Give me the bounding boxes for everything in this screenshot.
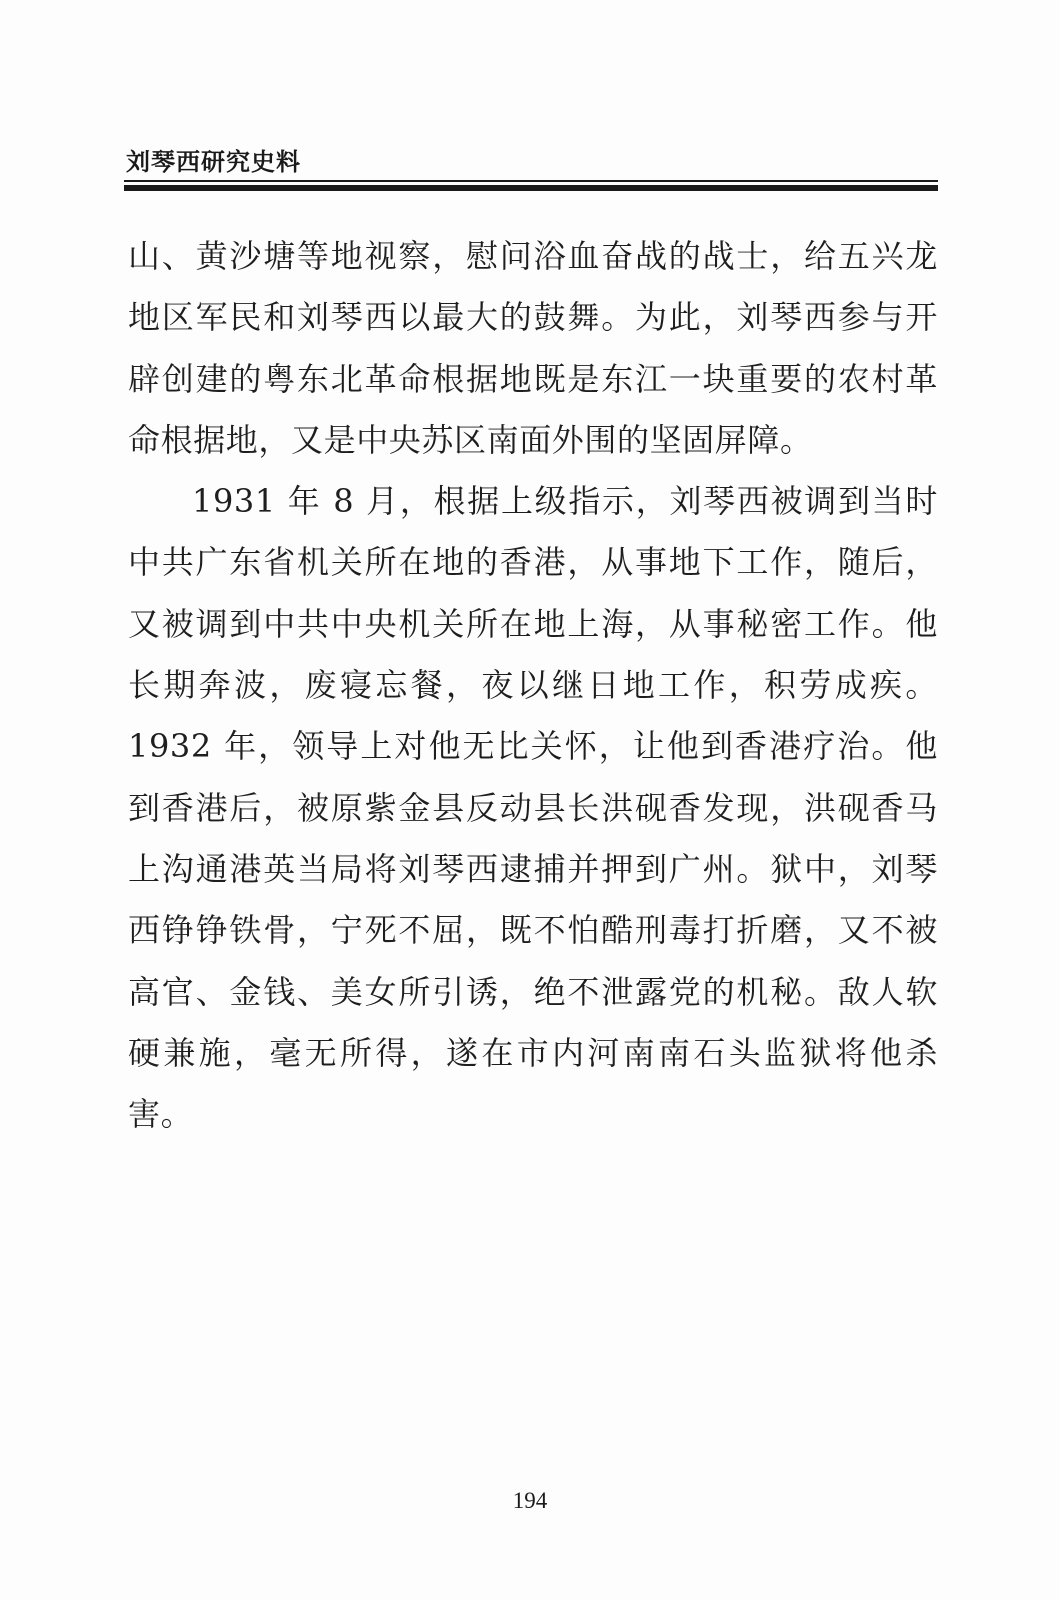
page-number: 194 xyxy=(512,1488,548,1513)
paragraph-2: 1931 年 8 月，根据上级指示，刘琴西被调到当时中共广东省机关所在地的香港，从事地下工作，随后，又被调到中共中央机关所在地上海，从事秘密工作。他长期奔波，废寝忘餐，夜以继日地工作，积劳成疾。1932 年，领导上对他无比关怀，让他到香港疗治。他到香港后，被原紫金县反动县长洪砚香发现，洪砚香马上沟通港英当局将刘琴西逮捕并押到广州。狱中，刘琴西铮铮铁骨，宁死不屈，既不怕酷刑毒打折磨，又不被高官、金钱、美女所引诱，绝不泄露党的机秘。敌人软硬兼施，毫无所得，遂在市内河南南石头监狱将他杀害。 xyxy=(128,482,938,1134)
header-rule-thick xyxy=(124,185,938,191)
header-rule-thin xyxy=(124,180,938,182)
body-text xyxy=(128,226,938,1145)
paragraph-1: 山、黄沙塘等地视察，慰问浴血奋战的战士，给五兴龙地区军民和刘琴西以最大的鼓舞。为此，刘琴西参与开辟创建的粤东北革命根据地既是东江一块重要的农村革命根据地，又是中央苏区南面外围的坚固屏障。 xyxy=(128,237,938,459)
running-header-title: 刘琴西研究史料 xyxy=(126,148,301,176)
